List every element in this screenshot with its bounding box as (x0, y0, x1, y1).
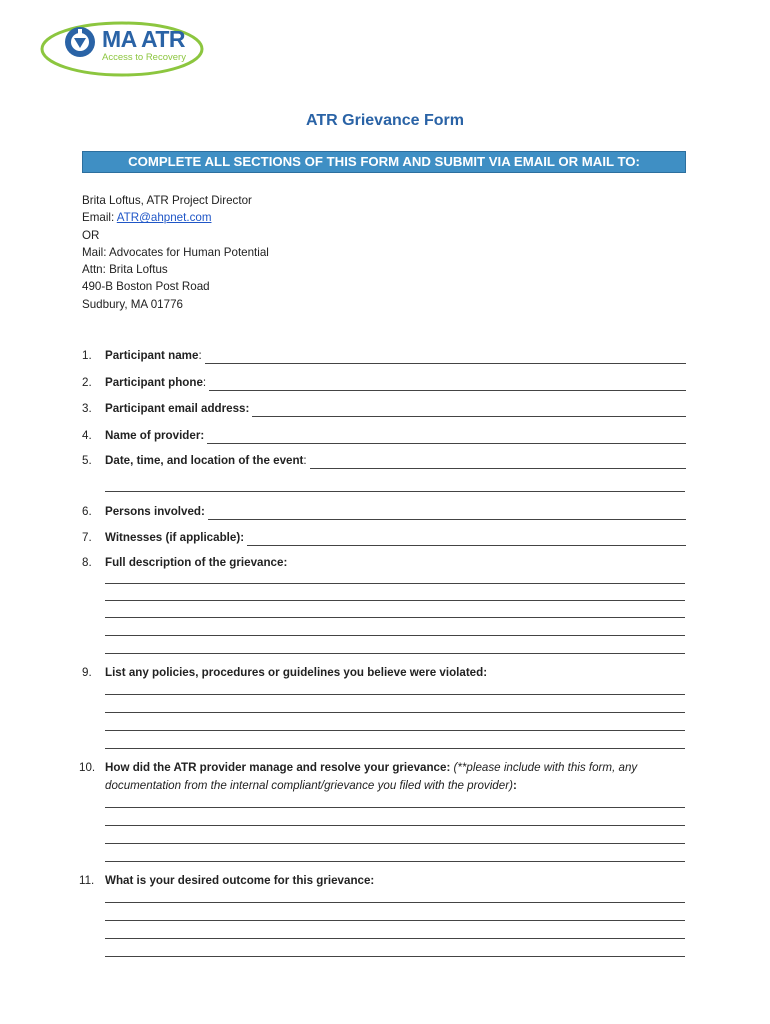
grievance-description-line[interactable] (105, 617, 685, 618)
question-label: List any policies, procedures or guidelines you believe were violated: (105, 666, 488, 679)
question-number: 6. (82, 505, 92, 518)
question-suffix: : (303, 454, 307, 467)
question-number: 3. (82, 402, 92, 415)
resolution-line[interactable] (105, 843, 685, 844)
question-label: Participant name (105, 349, 199, 362)
question-number: 10. (79, 761, 96, 774)
persons-involved-field[interactable] (208, 508, 686, 520)
question-suffix: : (202, 376, 207, 389)
grievance-description-line[interactable] (105, 600, 685, 601)
resolution-line[interactable] (105, 807, 685, 808)
question-note: documentation from the internal compliant/grievance you filed with the provider) (105, 779, 513, 792)
question-number: 11. (79, 874, 95, 887)
grievance-description-line[interactable] (105, 583, 685, 584)
question-note: (**please include with this form, any (450, 761, 638, 774)
policies-violated-line[interactable] (105, 694, 685, 695)
email-label: Email: (82, 211, 117, 225)
question-label: Participant phone (105, 376, 203, 389)
grievance-description-line[interactable] (105, 635, 685, 636)
contact-city: Sudbury, MA 01776 (82, 297, 183, 311)
question-number: 2. (82, 376, 92, 389)
desired-outcome-line[interactable] (105, 938, 685, 939)
question-label: Participant email address: (105, 402, 250, 415)
question-suffix: : (512, 779, 517, 792)
question-number: 1. (82, 349, 92, 362)
question-number: 5. (82, 454, 92, 467)
question-label: Name of provider: (105, 429, 205, 442)
contact-attn: Attn: Brita Loftus (82, 263, 168, 277)
resolution-line[interactable] (105, 861, 685, 862)
resolution-line[interactable] (105, 825, 685, 826)
question-label: Persons involved: (105, 505, 205, 518)
ma-atr-logo (40, 18, 210, 80)
contact-street: 490-B Boston Post Road (82, 280, 210, 294)
question-suffix: : (198, 349, 202, 362)
logo-tagline: Access to Recovery (102, 52, 186, 63)
question-number: 4. (82, 429, 92, 442)
contact-mail: Mail: Advocates for Human Potential (82, 245, 269, 259)
policies-violated-line[interactable] (105, 712, 685, 713)
participant-name-field[interactable] (205, 352, 686, 364)
desired-outcome-line[interactable] (105, 956, 685, 957)
provider-name-field[interactable] (207, 432, 686, 444)
participant-email-field[interactable] (252, 405, 686, 417)
contact-email-row (82, 209, 269, 226)
logo-name: MA ATR (102, 26, 186, 52)
question-number: 9. (82, 666, 92, 679)
event-details-field[interactable] (310, 457, 686, 469)
question-label: Full description of the grievance: (105, 556, 288, 569)
witnesses-field[interactable] (247, 534, 686, 546)
participant-phone-field[interactable] (209, 379, 686, 391)
question-label: What is your desired outcome for this grievance: (105, 874, 375, 887)
page-title: ATR Grievance Form (306, 112, 464, 129)
desired-outcome-line[interactable] (105, 920, 685, 921)
question-number: 8. (82, 556, 92, 569)
email-link[interactable]: ATR@ahpnet.com (116, 211, 212, 225)
policies-violated-line[interactable] (105, 748, 685, 749)
question-number: 7. (82, 531, 92, 544)
policies-violated-line[interactable] (105, 730, 685, 731)
question-label: How did the ATR provider manage and resolve your grievance: (105, 761, 451, 774)
contact-director: Brita Loftus, ATR Project Director (82, 194, 252, 207)
question-label: Witnesses (if applicable): (105, 531, 245, 544)
grievance-description-line[interactable] (105, 653, 685, 654)
event-details-line[interactable] (105, 491, 685, 492)
contact-block (82, 192, 269, 313)
contact-or: OR (82, 228, 100, 242)
instructions-banner: COMPLETE ALL SECTIONS OF THIS FORM AND SUBMIT VIA EMAIL OR MAIL TO: (82, 151, 686, 173)
question-label: Date, time, and location of the event (105, 454, 304, 467)
desired-outcome-line[interactable] (105, 902, 685, 903)
